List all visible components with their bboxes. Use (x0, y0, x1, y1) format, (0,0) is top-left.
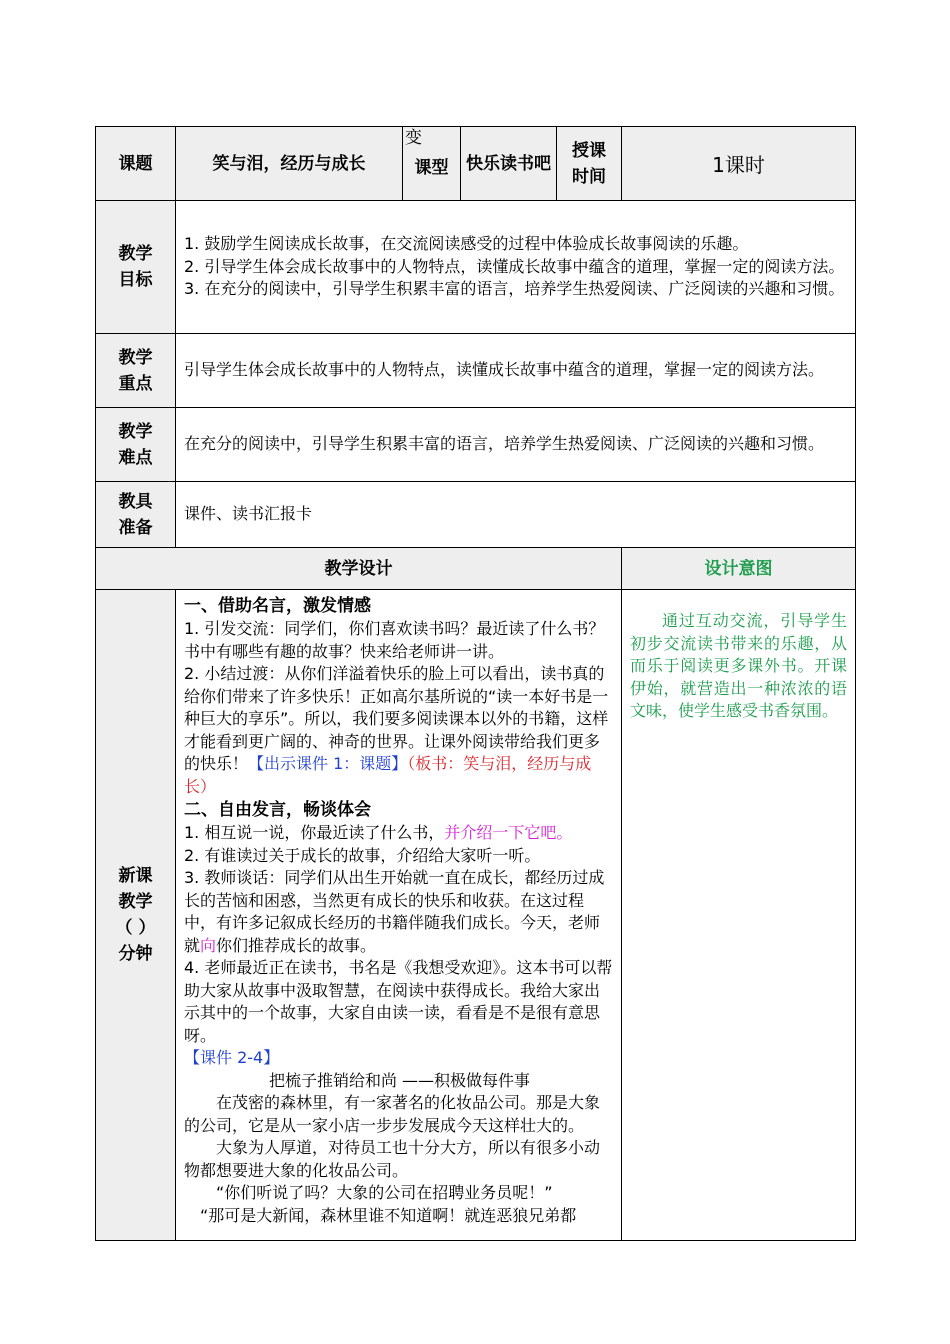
topic-value: 笑与泪，经历与成长 (176, 127, 403, 201)
section1-title: 一、借助名言，激发情感 (184, 596, 371, 616)
header-row (96, 127, 856, 201)
materials-label-line2: 准备 (118, 517, 153, 538)
design-intent-heading: 设计意图 (622, 548, 856, 590)
objectives-row (96, 201, 856, 334)
materials-content: 课件、读书汇报卡 (176, 482, 856, 548)
teaching-design-heading: 教学设计 (96, 548, 622, 590)
new-lesson-label (96, 590, 176, 1241)
difficulties-label-line1: 教学 (118, 421, 153, 442)
materials-row (96, 482, 856, 548)
story-paragraph-2: 大象为人厚道，对待员工也十分大方，所以有很多小动物都想要进大象的化妆品公司。 (184, 1138, 601, 1180)
new-lesson-label-line2: 教学 (118, 892, 153, 912)
s2-paragraph-4: 4. 老师最近正在读书，书名是《我想受欢迎》。这本书可以帮助大家从故事中汲取智慧，在阅读中获得成长。我给大家出示其中的一个故事，大家自由读一读，看看是不是很有意思呀。 (184, 958, 613, 1045)
s2-paragraph-2: 2. 有谁读过关于成长的故事，介绍给大家听一听。 (184, 845, 541, 865)
objective-item-2: 2. 引导学生体会成长故事中的人物特点，读懂成长故事中蕴含的道理，掌握一定的阅读方法。 (184, 256, 845, 276)
story-paragraph-3: “你们听说了吗？大象的公司在招聘业务员呢！” (216, 1183, 553, 1202)
lesson-type-label (403, 127, 461, 201)
class-time-label-line2: 时间 (572, 166, 606, 187)
courseware-2-4-tag: 【课件 2-4】 (184, 1048, 280, 1067)
difficulties-label-line2: 难点 (118, 447, 153, 468)
objectives-content (176, 201, 856, 334)
courseware-1-tag: 【出示课件 1：课题】 (248, 754, 408, 773)
design-intent-content: 通过互动交流，引导学生初步交流读书带来的乐趣，从而乐于阅读更多课外书。开课伊始，就营造出一种浓浓的语文味，使学生感受书香氛围。 (622, 590, 856, 1241)
difficulties-content: 在充分的阅读中，引导学生积累丰富的语言，培养学生热爱阅读、广泛阅读的兴趣和习惯。 (176, 408, 856, 482)
difficulties-row (96, 408, 856, 482)
key-points-label-line1: 教学 (118, 347, 153, 368)
objectives-label-line1: 教学 (118, 244, 153, 264)
s2-paragraph-3 (184, 867, 615, 957)
class-time-label (557, 127, 622, 201)
difficulties-label (96, 408, 176, 482)
design-header-row (96, 548, 856, 590)
new-lesson-label-line4: 分钟 (118, 944, 153, 964)
story-title: 把梳子推销给和尚 ——积极做每件事 (268, 1070, 531, 1090)
objectives-label-line2: 目标 (118, 270, 153, 290)
materials-label (96, 482, 176, 548)
objectives-label (96, 201, 176, 334)
s1-paragraph-1: 1. 引发交流：同学们，你们喜欢读书吗？最近读了什么书？书中有哪些有趣的故事？快来给老师讲一讲。 (184, 619, 605, 661)
s1-paragraph-2 (184, 663, 615, 798)
new-lesson-label-line3: （ ） (115, 918, 156, 938)
objective-item-3: 3. 在充分的阅读中，引导学生积累丰富的语言，培养学生热爱阅读、广泛阅读的兴趣和习惯。 (184, 279, 845, 299)
new-lesson-scroll (184, 594, 615, 1234)
story-paragraph-1: 在茂密的森林里，有一家著名的化妆品公司。那是大象的公司，它是从一家小店一步步发展成今天这样壮大的。 (184, 1093, 601, 1135)
new-lesson-row (96, 590, 856, 1241)
s2-paragraph-3-highlight: 向 (200, 935, 217, 955)
story-paragraph-4: “那可是大新闻，森林里谁不知道啊！就连恶狼兄弟都 (200, 1205, 577, 1225)
new-lesson-content (176, 590, 622, 1241)
new-lesson-label-line1: 新课 (118, 866, 153, 886)
lesson-type-label-line1: 变 (405, 128, 422, 148)
class-time-label-line1: 授课 (572, 140, 606, 161)
lesson-plan-table (95, 126, 856, 1241)
objective-item-1: 1. 鼓励学生阅读成长故事，在交流阅读感受的过程中体验成长故事阅读的乐趣。 (184, 234, 749, 254)
lesson-type-value: 快乐读书吧 (461, 127, 557, 201)
key-points-content: 引导学生体会成长故事中的人物特点，读懂成长故事中蕴含的道理，掌握一定的阅读方法。 (176, 334, 856, 408)
s2-paragraph-1-highlight: 并介绍一下它吧。 (444, 823, 573, 842)
board-writing: （板书：笑与泪，经历与成长） (184, 754, 592, 796)
materials-label-line1: 教具 (118, 491, 153, 512)
s1-paragraph-2-text: 2. 小结过渡：从你们洋溢着快乐的脸上可以看出，读书真的给你们带来了许多快乐！正如高尔基所说的“读一本好书是一种巨大的享乐”。所以，我们要多阅读课本以外的书籍，这样才能看到更广阔的、神奇的世界。让课外阅读带给我们更多的快乐！ (184, 664, 609, 773)
key-points-label (96, 334, 176, 408)
key-points-label-line2: 重点 (118, 373, 153, 394)
class-time-value: 1课时 (622, 127, 856, 201)
section2-title: 二、自由发言，畅谈体会 (184, 800, 371, 820)
s2-paragraph-3-after: 你们推荐成长的故事。 (216, 935, 377, 955)
lesson-type-label-line2: 课型 (414, 158, 449, 178)
topic-label: 课题 (96, 127, 176, 201)
s2-paragraph-1-text: 1. 相互说一说，你最近读了什么书， (184, 823, 445, 842)
s2-paragraph-1 (184, 822, 615, 845)
key-points-row (96, 334, 856, 408)
s2-paragraph-3-before: 3. 教师谈话：同学们从出生开始就一直在成长，都经历过成长的苦恼和困惑，当然更有成长的快乐和收获。在这过程中，有许多记叙成长经历的书籍伴随我们成长。今天，老师就 (184, 868, 605, 955)
